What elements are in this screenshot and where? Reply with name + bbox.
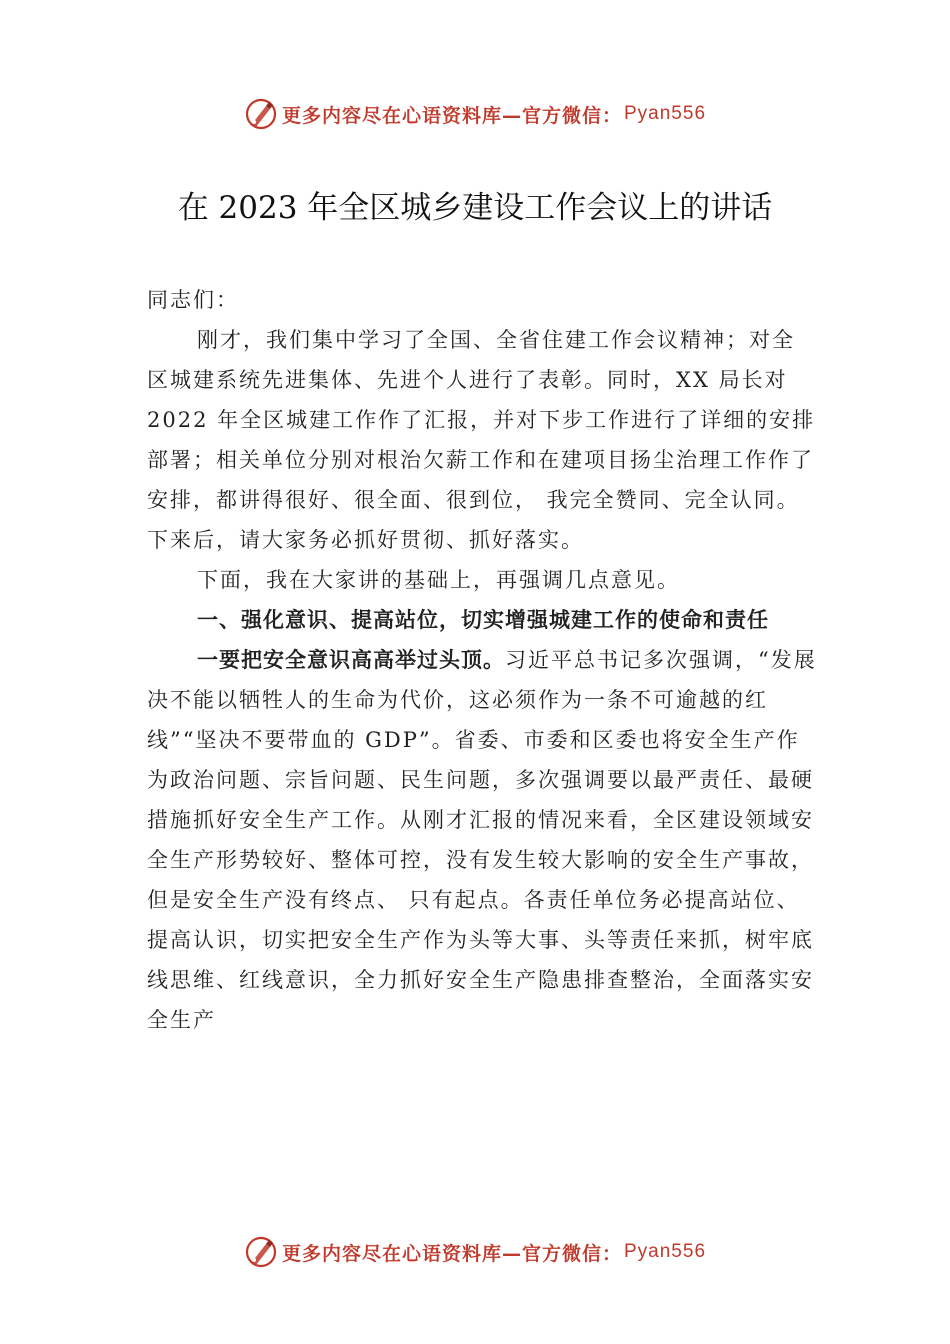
document-body [147, 280, 817, 1040]
point-1-lead: 一要把安全意识高高举过头顶。 [197, 648, 505, 672]
document-title: 在 2023 年全区城乡建设工作会议上的讲话 [177, 190, 773, 226]
watermark-wechat-id: Pyan556 [624, 1241, 707, 1262]
section-heading-1: 一、强化意识、提高站位，切实增强城建工作的使命和责任 [197, 608, 769, 632]
pen-ink-logo-icon [244, 1235, 278, 1269]
footer-watermark-banner [0, 1232, 950, 1272]
salutation: 同志们： [147, 288, 239, 312]
paragraph-point-1 [147, 640, 817, 1040]
paragraph-transition: 下面，我在大家讲的基础上，再强调几点意见。 [197, 568, 680, 592]
paragraph-opening: 刚才，我们集中学习了全国、全省住建工作会议精神；对全区城建系统先进集体、先进个人进行了表彰。同时，XX 局长对 2022 年全区城建工作作了汇报，并对下步工作进行了详细的安排部署；相关单位分别对根治欠薪工作和在建项目扬尘治理工作作了安排，都讲得很好、很全面、很到位， 我完全赞同、完全认同。下来后，请大家务必抓好贯彻、抓好落实。 [147, 328, 816, 552]
pen-ink-logo-icon [244, 97, 278, 131]
watermark-text: 更多内容尽在心语资料库—官方微信： [281, 1242, 622, 1265]
watermark-wechat-id: Pyan556 [624, 103, 707, 124]
point-1-body: 习近平总书记多次强调，“发展决不能以牺牲人的生命为代价，这必须作为一条不可逾越的红线”“坚决不要带血的 GDP”。省委、市委和区委也将安全生产作为政治问题、宗旨问题、民生问题，多次强调要以最严责任、最硬措施抓好安全生产工作。从刚才汇报的情况来看，全区建设领域安全生产形势较好、整体可控，没有发生较大影响的安全生产事故，但是安全生产没有终点、 只有起点。各责任单位务必提高站位、提高认识，切实把安全生产作为头等大事、头等责任来抓，树牢底线思维、红线意识，全力抓好安全生产隐患排查整治，全面落实安全生产 [147, 648, 817, 1032]
header-watermark-banner [0, 94, 950, 134]
watermark-text: 更多内容尽在心语资料库—官方微信： [281, 104, 622, 127]
